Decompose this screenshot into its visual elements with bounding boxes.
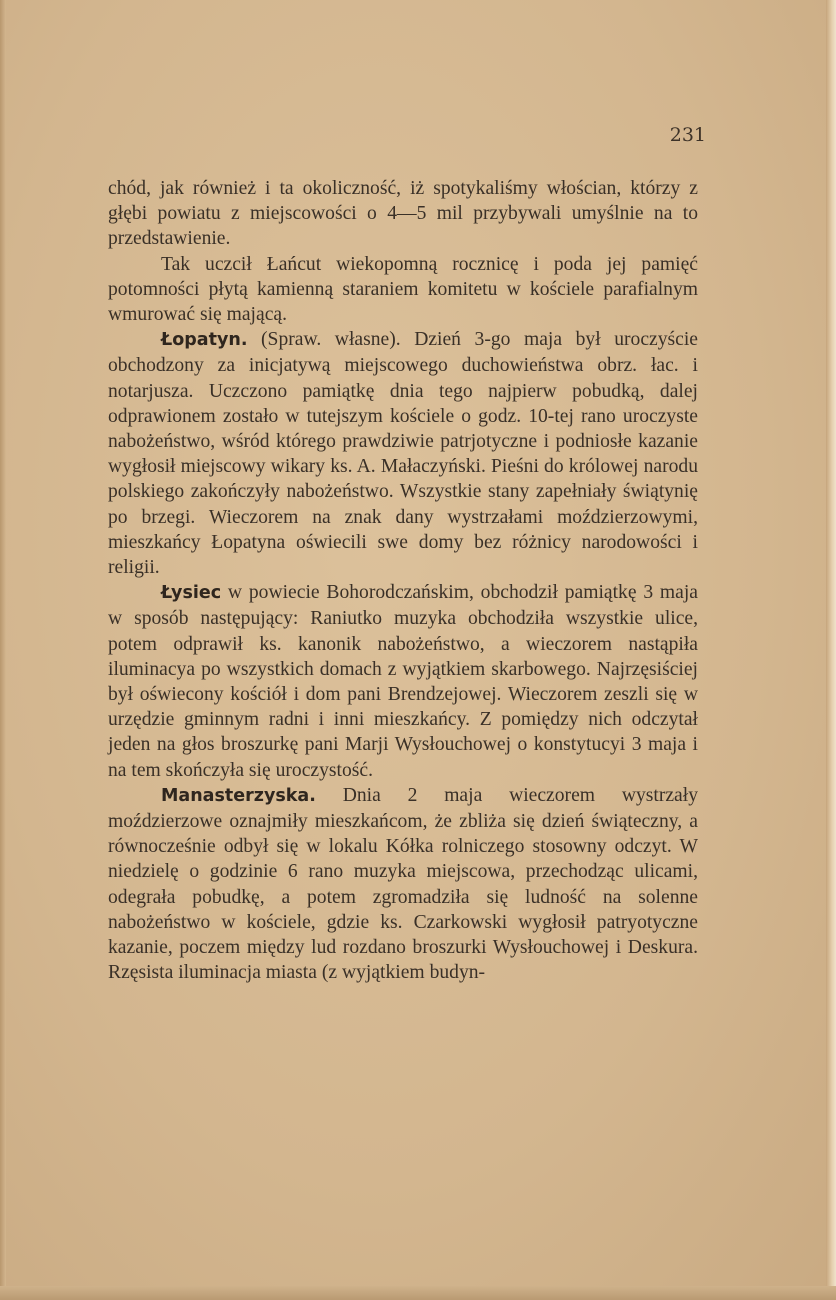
paragraph-lysiec-text: w powiecie Bohorodczańskim, obchodził pamiątkę 3 maja w sposób następujący: Raniutko muzyka obchodziła wszystkie ulice, potem odprawił ks. kanonik nabożeństwo, a wieczorem nastąpiła iluminacya po wszystkich domach z wyjątkiem skarbowego. Najrzęsiściej był oświecony kościół i dom pani Brendzejowej. Wieczorem zeszli się w urzędzie gminnym radni i inni mieszkańcy. Z pomiędzy nich odczytał jeden na głos broszurkę pani Marji Wysłouchowej o konstytucyi 3 maja i na tem skończyła się uroczystość. [108,582,698,781]
paragraph-2-text: Tak uczcił Łańcut wiekopomną rocznicę i poda jej pamięć potomności płytą kamienną staraniem komitetu w kościele parafialnym wmurować się mającą. [108,253,698,326]
page-bottom-edge [0,1286,836,1300]
body-text [108,176,698,986]
paragraph-1-text: chód, jak również i ta okoliczność, iż spotykaliśmy włościan, którzy z głębi powiatu z miejscowości o 4—5 mil przybywali umyślnie na to przedstawienie. [108,178,698,250]
page-number: 231 [669,124,706,146]
paragraph-lysiec [108,580,698,783]
paragraph-manasterzyska [108,783,698,986]
paragraph-manasterzyska-text: Dnia 2 maja wieczorem wystrzały moździerzowe oznajmiły mieszkańcom, że zbliża się dzień świąteczny, a równocześnie odbył się w lokalu Kółka rolniczego stosowny odczyt. W niedzielę o godzinie 6 rano muzyka miejscowa, przechodząc ulicami, odegrała pobudkę, a potem zgromadziła się ludność na solenne nabożeństwo w kościele, gdzie ks. Czarkowski wygłosił patryotyczne kazanie, poczem między lud rozdano broszurki Wysłouchowej i Deskura. Rzęsista iluminacja miasta (z wyjątkiem budyn- [108,784,698,984]
place-heading-manasterzyska: Manasterzyska. [161,785,316,806]
paragraph-2 [108,252,698,328]
page-right-edge [826,0,836,1300]
paragraph-lopatyn-text: (Spraw. własne). Dzień 3-go maja był uroczyście obchodzony za inicjatywą miejscowego duchowieństwa obrz. łac. i notarjusza. Uczczono pamiątkę dnia tego najpierw pobudką, dalej odprawionem zostało w tutejszym kościele o godz. 10-tej rano uroczyste nabożeństwo, wśród którego prawdziwie patrjotyczne i podniosłe kazanie wygłosił miejscowy wikary ks. A. Małaczyński. Pieśni do królowej narodu polskiego zakończyły nabożeństwo. Wszystkie stany zapełniały świątynię po brzegi. Wieczorem na znak dany wystrzałami moździerzowymi, mieszkańcy Łopatyna oświecili swe domy bez różnicy narodowości i religii. [108,329,698,579]
place-heading-lopatyn: Łopatyn. [161,330,248,351]
paragraph-lopatyn [108,327,698,580]
place-heading-lysiec: Łysiec [161,583,222,604]
page-left-edge [0,0,6,1300]
paragraph-1 [108,176,698,252]
